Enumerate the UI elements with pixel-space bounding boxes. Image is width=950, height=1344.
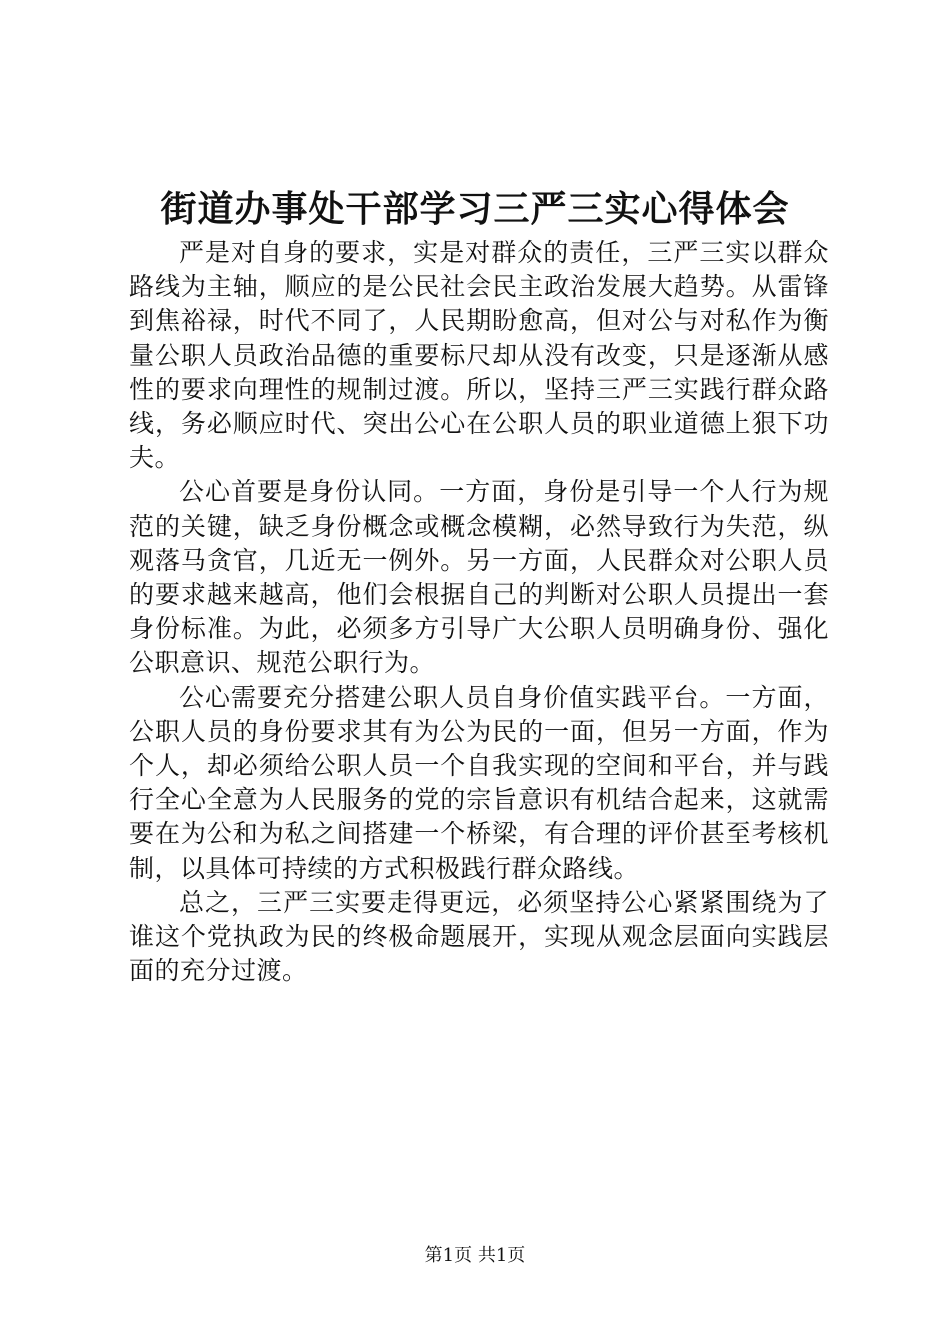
paragraph-4: 总之，三严三实要走得更远，必须坚持公心紧紧围绕为了谁这个党执政为民的终极命题展开，实现从观念层面向实践层面的充分过渡。 <box>129 887 829 986</box>
document-body <box>129 236 829 988</box>
paragraph-1: 严是对自身的要求，实是对群众的责任，三严三实以群众路线为主轴，顺应的是公民社会民主政治发展大趋势。从雷锋到焦裕禄，时代不同了，人民期盼愈高，但对公与对私作为衡量公职人员政治品德的重要标尺却从没有改变，只是逐渐从感性的要求向理性的规制过渡。所以，坚持三严三实践行群众路线，务必顺应时代、突出公心在公职人员的职业道德上狠下功夫。 <box>129 238 829 473</box>
paragraph-3: 公心需要充分搭建公职人员自身价值实践平台。一方面，公职人员的身份要求其有为公为民的一面，但另一方面，作为个人，却必须给公职人员一个自我实现的空间和平台，并与践行全心全意为人民服务的党的宗旨意识有机结合起来，这就需要在为公和为私之间搭建一个桥梁，有合理的评价甚至考核机制，以具体可持续的方式积极践行群众路线。 <box>129 682 829 883</box>
document-title: 街道办事处干部学习三严三实心得体会 <box>160 188 790 230</box>
paragraph-2: 公心首要是身份认同。一方面，身份是引导一个人行为规范的关键，缺乏身份概念或概念模糊，必然导致行为失范，纵观落马贪官，几近无一例外。另一方面，人民群众对公职人员的要求越来越高，他们会根据自己的判断对公职人员提出一套身份标准。为此，必须多方引导广大公职人员明确身份、强化公职意识、规范公职行为。 <box>129 477 829 678</box>
page-footer: 第1页 共1页 <box>424 1245 526 1266</box>
